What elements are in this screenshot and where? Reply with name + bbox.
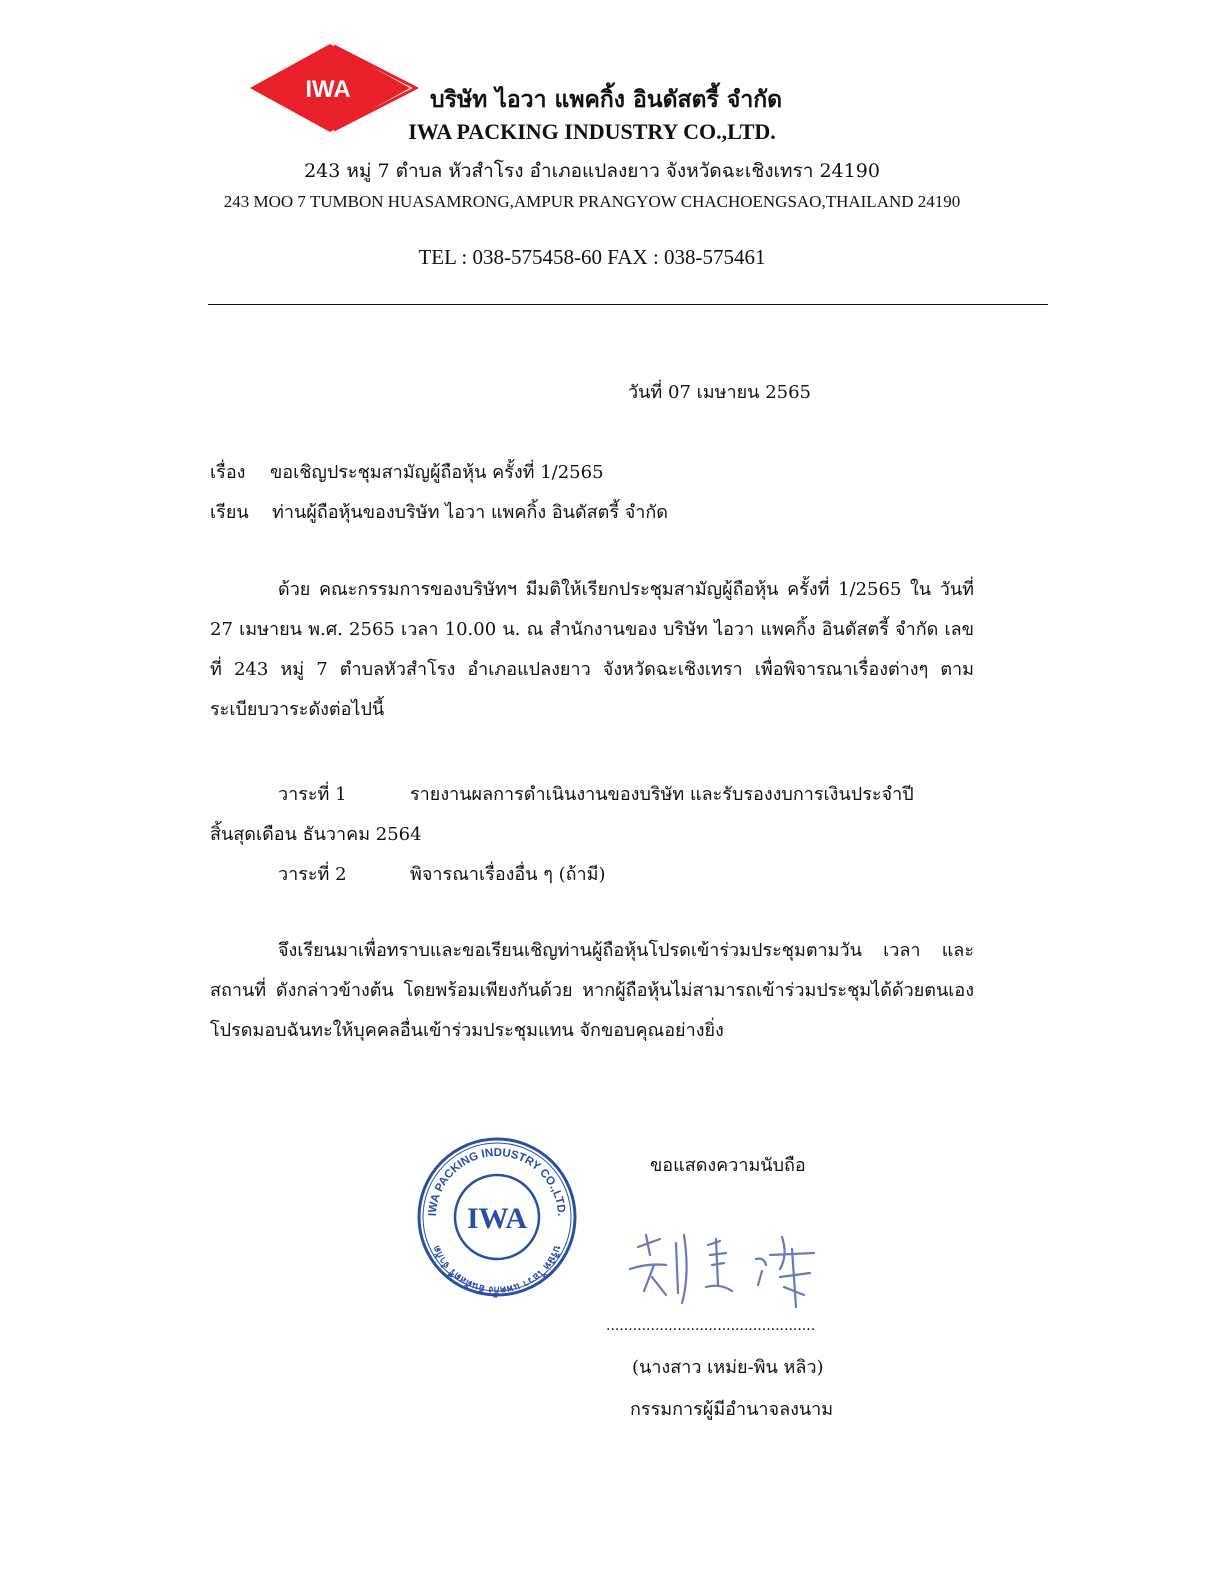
signer-title: กรรมการผู้มีอำนาจลงนาม: [630, 1399, 834, 1420]
body-paragraph-2-text: จึงเรียนมาเพื่อทราบและขอเรียนเชิญท่านผู้ถือหุ้นโปรดเข้าร่วมประชุมตามวัน เวลา และ สถานที่ ดังกล่าวข้างต้น โดยพร้อมเพียงกันด้วย หากผู้ถือหุ้นไม่สามารถเข้าร่วมประชุมได้ด้วยตนเองโปรดมอบฉันทะให้บุคคลอื่นเข้าร่วมประชุมแทน จักขอบคุณอย่างยิ่ง: [210, 940, 974, 1041]
handwritten-signature: [620, 1225, 830, 1315]
agenda-2-text: พิจารณาเรื่องอื่น ๆ (ถ้ามี): [410, 864, 606, 885]
letter-date: วันที่ 07 เมษายน 2565: [628, 382, 811, 403]
agenda-1-continuation: สิ้นสุดเดือน ธันวาคม 2564: [210, 824, 422, 845]
signature-line: ...............................................: [606, 1318, 816, 1334]
company-seal-stamp: [416, 1136, 578, 1298]
recipient-label: เรียน: [210, 502, 249, 523]
recipient-text: ท่านผู้ถือหุ้นของบริษัท ไอวา แพคกิ้ง อินดัสตรี้ จำกัด: [272, 502, 668, 523]
body-paragraph-1: [210, 570, 974, 730]
agenda-1-text: รายงานผลการดำเนินงานของบริษัท และรับรองงบการเงินประจำปี: [410, 784, 914, 805]
company-name-english: IWA PACKING INDUSTRY CO.,LTD.: [408, 119, 776, 144]
header-divider: [208, 304, 1048, 305]
body-paragraph-1-text: ด้วย คณะกรรมการของบริษัทฯ มีมติให้เรียกประชุมสามัญผู้ถือหุ้น ครั้งที่ 1/2565 ใน วันที่ 27 เมษายน พ.ศ. 2565 เวลา 10.00 น. ณ สำนักงานของ บริษัท ไอวา แพคกิ้ง อินดัสตรี้ จำกัด เลขที่ 243 หมู่ 7 ตำบลหัวสำโรง อำเภอแปลงยาว จังหวัดฉะเชิงเทรา เพื่อพิจารณาเรื่องต่างๆ ตามระเบียบวาระดังต่อไปนี้: [210, 579, 974, 720]
contact-tel-fax: TEL : 038-575458-60 FAX : 038-575461: [418, 245, 766, 269]
address-thai: 243 หมู่ 7 ตำบล หัวสำโรง อำเภอแปลงยาว จังหวัดฉะเชิงเทรา 24190: [304, 160, 880, 182]
stamp-ring-text-thai: บริษัท ไอวา แพคกิ้ง อินดัสตรี้ จำกัด: [431, 1243, 563, 1295]
stamp-center-text: IWA: [466, 1202, 528, 1235]
closing-text: ขอแสดงความนับถือ: [650, 1155, 806, 1176]
agenda-2-label: วาระที่ 2: [278, 864, 347, 885]
subject-text: ขอเชิญประชุมสามัญผู้ถือหุ้น ครั้งที่ 1/2565: [270, 462, 604, 483]
subject-label: เรื่อง: [210, 462, 246, 483]
body-paragraph-2: [210, 931, 974, 1051]
signer-name: (นางสาว เหม่ย-พิน หลิว): [632, 1357, 824, 1378]
company-name-thai: บริษัท ไอวา แพคกิ้ง อินดัสตรี้ จำกัด: [430, 86, 783, 113]
address-english: 243 MOO 7 TUMBON HUASAMRONG,AMPUR PRANGYOW CHACHOENGSAO,THAILAND 24190: [223, 192, 961, 211]
agenda-1-label: วาระที่ 1: [278, 784, 347, 805]
logo-text: IWA: [305, 76, 351, 103]
stamp-ring-text-english: IWA PACKING INDUSTRY CO.,LTD.: [426, 1146, 568, 1217]
